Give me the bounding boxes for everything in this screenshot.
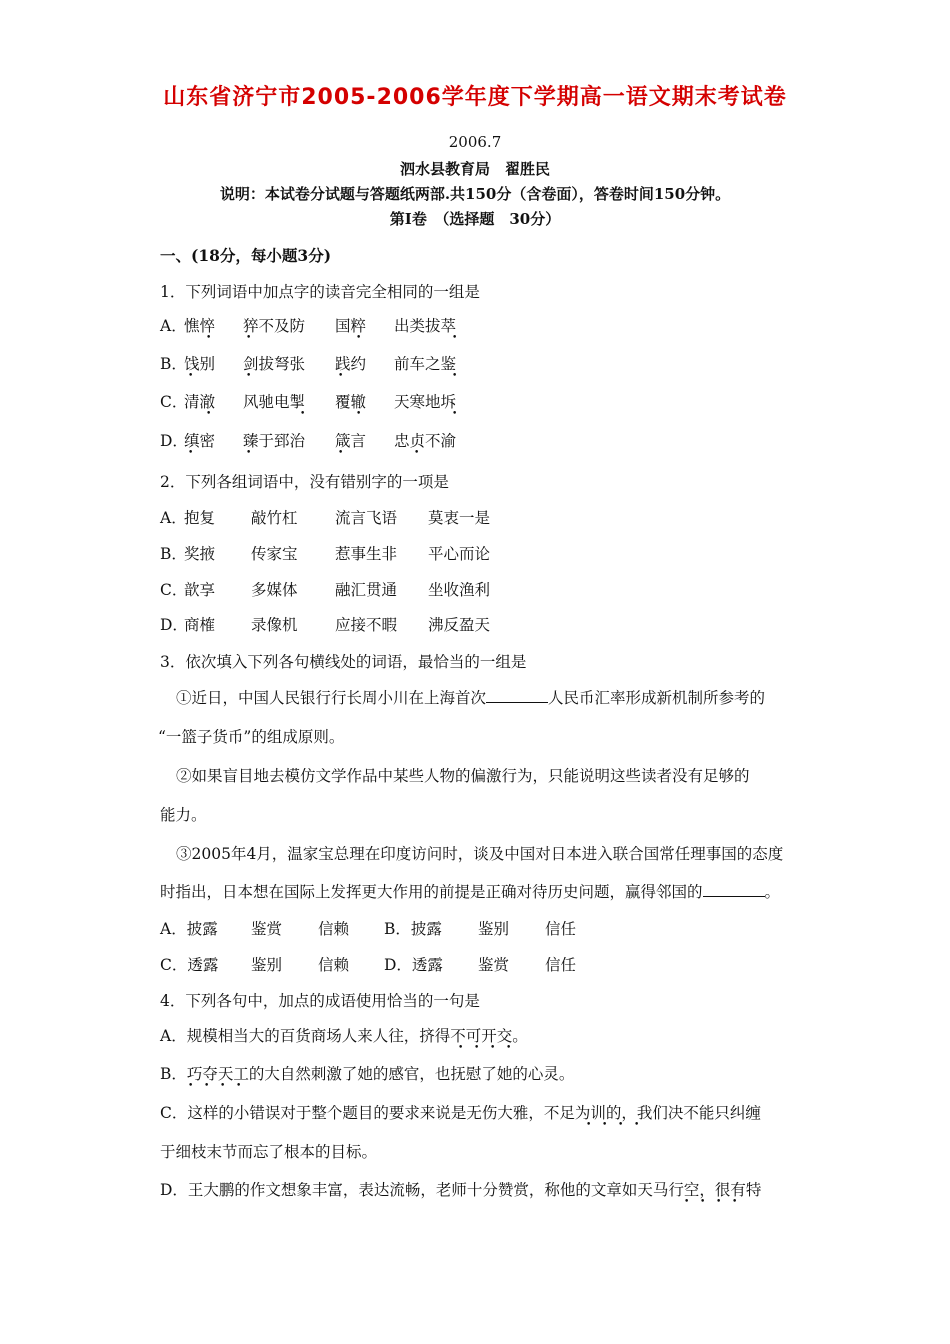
- exam-page: 山东省济宁市2005-2006学年度下学期高一语文期末考试卷 2006.7 泗水县教育局 翟胜民 说明：本试卷分试题与答题纸两部.共150分（含卷面），答卷时间150分钟。 第Ⅰ卷 （选择题 30分） 一、(18分，每小题3分) 1．下列词语中加点字的读音完全相同的一组是 A． 憔悴 猝不及防 国粹 出类拔萃 B． 饯别 剑拔弩张 践约 前车之鉴 C． 清澈 风驰电掣 覆辙 天寒地坼 D． 缜密 臻于郅治 箴言 忠贞不渝 • • • • • • • • • • • • • • • • 2．下列各组词语中，没有错别字的一项是 A． 抱复 敲竹杠 流言飞语 莫衷一是 B． 奖掖 传家宝 惹事生非 平心而论 C． 歆享 多媒体 融汇贯通 坐收渔利 D． 商榷 录像机 应接不暇 沸反盈天 3．依次填入下列各句横线处的词语，最恰当的一组是 ①近日，中国人民银行行长周小川在上海首次 人民币汇率形成新机制所参考的 “一篮子货币”的组成原则。 ②如果盲目地去模仿文学作品中某些人物的偏激行为，只能说明这些读者没有足够的 能力。 ③2005年4月，温家宝总理在印度访问时，谈及中国对日本进入联合国常任理事国的态度 时指出，日本想在国际上发挥更大作用的前提是正确对待历史问题，赢得邻国的 。 A．披露 鉴赏 信赖 B．披露 鉴别 信任 C．透露 鉴别 信赖 D．透露 鉴赏 信任 4．下列各句中，加点的成语使用恰当的一句是 A．规模相当大的百货商场人来人往，挤得不可开交。 B．巧夺天工的大自然刺激了她的感官，也抚慰了她的心灵。 C．这样的小错误对于整个题目的要求来说是无伤大雅，不足为训的，我们决不能只纠缠 于细枝末节而忘了根本的目标。 D．王大鹏的作文想象丰富，表达流畅，老师十分赞赏，称他的文章如天马行空，很有特 • • • • • • • • • • • • • • • •: [0, 0, 950, 1344]
- emphasis-dot: •: [356, 333, 362, 343]
- emphasis-dot: •: [634, 1120, 640, 1130]
- emphasis-dot: •: [246, 371, 252, 381]
- emphasis-dot: •: [188, 371, 194, 381]
- q4-option-c-cont: 于细枝末节而忘了根本的目标。: [160, 1143, 378, 1161]
- q3-sentence-1-cont: “一篮子货币”的组成原则。: [158, 728, 345, 746]
- emphasis-dot: •: [474, 1043, 480, 1053]
- emphasis-dot: •: [618, 1120, 624, 1130]
- emphasis-dot: •: [684, 1197, 690, 1207]
- exam-note: 说明：本试卷分试题与答题纸两部.共150分（含卷面），答卷时间150分钟。: [219, 185, 731, 203]
- q3-sentence-2: ②如果盲目地去模仿文学作品中某些人物的偏激行为，只能说明这些读者没有足够的: [176, 767, 750, 785]
- emphasis-dot: •: [246, 333, 252, 343]
- section-heading: 一、(18分，每小题3分): [160, 246, 332, 265]
- emphasis-dot: •: [338, 371, 344, 381]
- emphasis-dot: •: [458, 1043, 464, 1053]
- emphasis-dot: •: [356, 409, 362, 419]
- q2-stem: 2．下列各组词语中，没有错别字的一项是: [160, 473, 449, 491]
- emphasis-dot: •: [452, 371, 458, 381]
- emphasis-dot: •: [220, 1081, 226, 1091]
- emphasis-dot: •: [716, 1197, 722, 1207]
- q4-option-b: B．巧夺天工的大自然刺激了她的感官，也抚慰了她的心灵。: [160, 1065, 575, 1083]
- q4-stem: 4．下列各句中，加点的成语使用恰当的一句是: [160, 992, 480, 1010]
- q4-option-c: C．这样的小错误对于整个题目的要求来说是无伤大雅，不足为训的，我们决不能只纠缠: [160, 1104, 761, 1122]
- q3-sentence-1: ①近日，中国人民银行行长周小川在上海首次 人民币汇率形成新机制所参考的: [176, 689, 766, 707]
- emphasis-dot: •: [206, 409, 212, 419]
- emphasis-dot: •: [732, 1197, 738, 1207]
- emphasis-dot: •: [188, 1081, 194, 1091]
- q4-option-d: D．王大鹏的作文想象丰富，表达流畅，老师十分赞赏，称他的文章如天马行空，很有特: [160, 1181, 762, 1199]
- emphasis-dot: •: [586, 1120, 592, 1130]
- exam-part-title: 第Ⅰ卷 （选择题 30分）: [389, 210, 561, 228]
- emphasis-dot: •: [490, 1043, 496, 1053]
- q4-option-a: A．规模相当大的百货商场人来人往，挤得不可开交。: [160, 1027, 528, 1045]
- exam-author: 泗水县教育局 翟胜民: [399, 160, 550, 178]
- q3-sentence-3-cont: 时指出，日本想在国际上发挥更大作用的前提是正确对待历史问题，赢得邻国的 。: [160, 883, 781, 901]
- emphasis-dot: •: [602, 1120, 608, 1130]
- emphasis-dot: •: [188, 448, 194, 458]
- emphasis-dot: •: [246, 448, 252, 458]
- emphasis-dot: •: [414, 448, 420, 458]
- emphasis-dot: •: [700, 1197, 706, 1207]
- q3-sentence-2-cont: 能力。: [160, 806, 207, 824]
- emphasis-dot: •: [300, 409, 306, 419]
- exam-date: 2006.7: [448, 133, 502, 151]
- exam-title: 山东省济宁市2005-2006学年度下学期高一语文期末考试卷: [163, 85, 787, 110]
- emphasis-dot: •: [236, 1081, 242, 1091]
- q3-stem: 3．依次填入下列各句横线处的词语，最恰当的一组是: [160, 653, 527, 671]
- emphasis-dot: •: [206, 333, 212, 343]
- answer-blank: [486, 688, 548, 703]
- answer-blank: [703, 882, 765, 897]
- emphasis-dot: •: [204, 1081, 210, 1091]
- emphasis-dot: •: [452, 409, 458, 419]
- emphasis-dot: •: [452, 333, 458, 343]
- q3-sentence-3: ③2005年4月，温家宝总理在印度访问时，谈及中国对日本进入联合国常任理事国的态度: [176, 845, 784, 863]
- q1-stem: 1．下列词语中加点字的读音完全相同的一组是: [160, 283, 480, 301]
- emphasis-dot: •: [338, 448, 344, 458]
- emphasis-dot: •: [506, 1043, 512, 1053]
